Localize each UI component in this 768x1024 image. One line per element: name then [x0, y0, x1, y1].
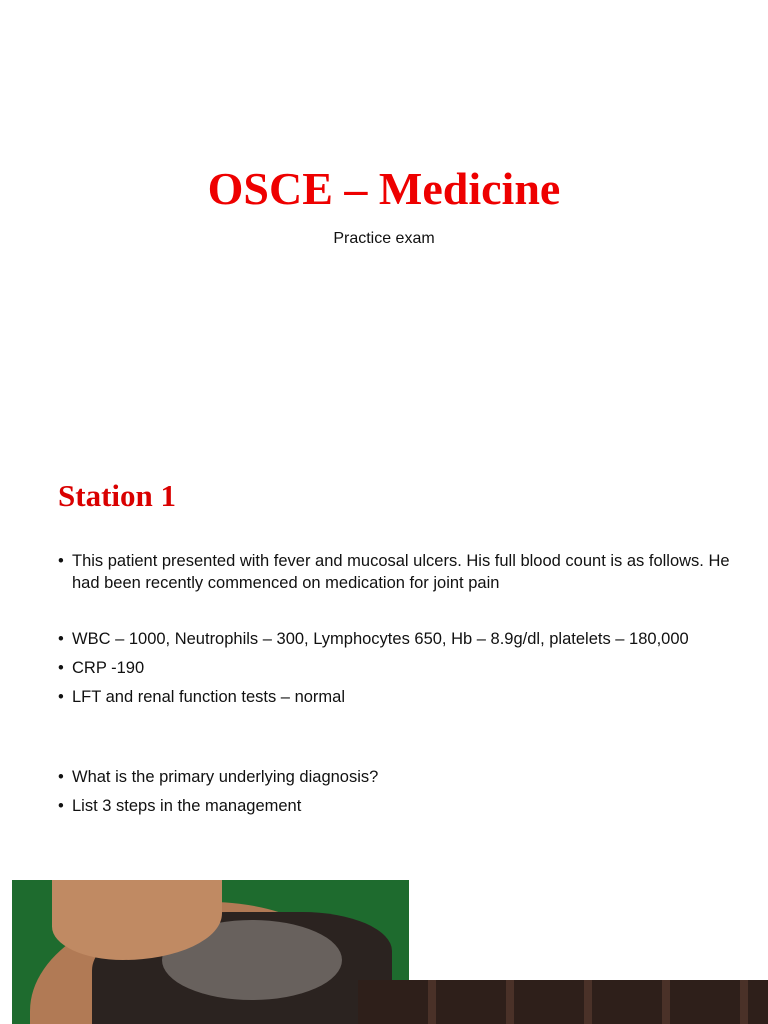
bullet-fbc: • WBC – 1000, Neutrophils – 300, Lymphocytes 650, Hb – 8.9g/dl, platelets – 180,000 — [58, 628, 738, 650]
bullet-question-management: • List 3 steps in the management — [58, 795, 738, 817]
station-title: Station 1 — [58, 478, 176, 513]
presentation-title: OSCE – Medicine — [207, 163, 561, 214]
slide-title — [0, 0, 768, 440]
bullet-case-description: • This patient presented with fever and mucosal ulcers. His full blood count is as follows. He had been recently commenced on medication for joint pain — [58, 550, 738, 594]
slide-station-1 — [0, 440, 768, 1024]
bullet-question-diagnosis: • What is the primary underlying diagnosis? — [58, 766, 738, 788]
bullet-lft-renal: • LFT and renal function tests – normal — [58, 686, 738, 708]
clinical-photo-hands — [358, 980, 768, 1024]
photo-fingers-region — [358, 980, 768, 1024]
questions-list — [58, 766, 738, 824]
case-description-list — [58, 550, 738, 594]
lab-results-list — [58, 628, 738, 715]
presentation-subtitle: Practice exam — [333, 230, 435, 247]
clinical-photo-scalp — [12, 880, 409, 1024]
bullet-crp: • CRP -190 — [58, 657, 738, 679]
